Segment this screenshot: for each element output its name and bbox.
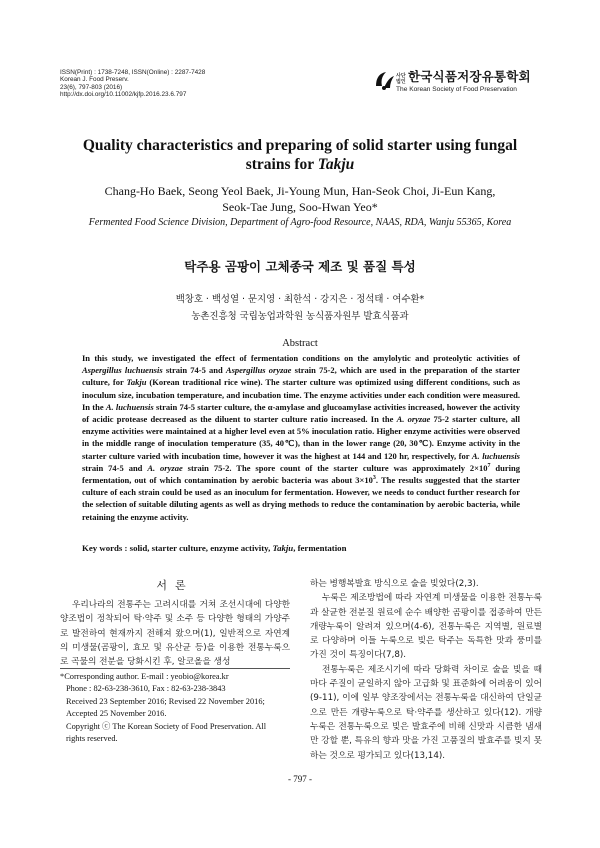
journal-meta (60, 69, 205, 98)
author-list (40, 183, 560, 215)
abstract-body: In this study, we investigated the effect of fermentation conditions on the amylolytic and proteolytic activities of Aspergillus luchuensis strain 74-5 and Aspergillus oryzae strain 75-2, which are used in the preparation of the starter culture, for Takju (Korean traditional rice wine). The starter culture was optimized using different conditions, such as inoculum size, incubation temperature, and incubation time. The enzyme activities under each condition were measured. In the A. luchuensis strain 74-5 starter culture, the α-amylase and glucoamylase activities increased, however the activity of acidic protease decreased as the diluent to starter culture ratio increased. In the A. oryzae 75-2 starter culture, all enzyme activities were maintained at a higher level even at 5% inoculation ratio. Higher enzyme activities were observed in the middle range of inoculation temperature (35, 40℃), than in the lower range (20, 30℃). Enzyme activity in the starter culture varied with incubation time, however it was the highest at 144 and 120 hr, respectively, for A. luchuensis strain 74-5 and A. oryzae strain 75-2. The spore count of the starter culture was approximately $2\times 10^7$ during fermentation, out of which contamination by aerobic bacteria was about $3\times 10^3$. The results suggested that the starter culture of each strain could be used as an inoculum for fermentation. However, we needs to conduct further research for the selection of suitable diluting agents as well as drying methods to reduce the contamination by aerobic bacteria, while retaining the enzyme activity. (82, 353, 520, 522)
title-line-2: strains for Takju (245, 156, 355, 173)
authors-line-1: Chang-Ho Baek, Seong Yeol Baek, Ji-Young Mun, Han-Seok Choi, Ji-Eun Kang, (104, 184, 496, 198)
copyright-line-2: rights reserved. (66, 734, 118, 744)
intro-paragraph-2: 누룩은 제조방법에 따라 자연계 미생물을 이용한 전통누룩과 살균한 전분질 원료에 순수 배양한 곰팡이를 접종하여 만든 개량누룩이 알려져 있으며(4-6), 전통누룩은 지역별, 원료별로 다양하며 이들 누룩으로 빚은 탁주는 독특한 맛과 풍미를 가진 것이 특징이다(7,8). (310, 593, 542, 661)
affiliation: Fermented Food Science Division, Department of Agro-food Resource, NAAS, RDA, Wanju 55365, Korea (88, 217, 512, 228)
korean-authors: 백창호 · 백성열 · 문지영 · 최한석 · 강지은 · 정석태 · 여수환* (175, 294, 425, 305)
paper-title (40, 136, 560, 174)
intro-paragraph-3: 전통누룩은 제조시기에 따라 당화력 차이로 술을 빚을 때 마다 주질이 균일하지 않아 고급화 및 표준화에 어려움이 있어(9-11), 이에 일부 양조장에서는 전통누룩을 대신하여 단일균으로 만든 개량누룩으로 탁·약주를 생산하고 있다(12). 개량누룩은 전통누룩으로 빚은 발효주에 비해 신맛과 시큼한 냄새만 강할 뿐, 특유의 향과 맛을 가진 고품질의 발효주를 빚지 못하는 것으로 평가되고 있다(13,14). (310, 664, 542, 761)
authors-line-2: Seok-Tae Jung, Soo-Hwan Yeo* (222, 200, 378, 214)
intro-paragraph-1-cont: 하는 병행복발효 방식으로 술을 빚었다(2,3). (310, 579, 479, 589)
footnote (60, 671, 292, 745)
volume-pages: 23(6), 797-803 (2016) (60, 83, 123, 91)
copyright-line-1: Copyright ⓒ The Korean Society of Food Preservation. All (66, 721, 267, 731)
corresponding-author: *Corresponding author. E-mail : yeobio@korea.kr (60, 672, 229, 681)
page-number: - 797 - (288, 774, 312, 784)
accepted-date: Accepted 25 November 2016. (66, 709, 167, 719)
received-date: Received 23 September 2016; Revised 22 November 2016; (66, 696, 265, 706)
logo-tag: 사단 법인 (396, 73, 406, 85)
society-emblem-icon (372, 68, 396, 92)
journal-name: Korean J. Food Preserv. (60, 76, 129, 84)
society-logo (372, 67, 531, 93)
intro-paragraph-1: 우리나라의 전통주는 고려시대를 거쳐 조선시대에 다양한 양조법이 정착되어 탁·약주 및 소주 등 다양한 형태의 가양주로 발전하여 현재까지 전해져 왔으며(1), 일반적으로 자연계의 미생물(곰팡이, 효모 및 유산균 등)을 이용한 전통누룩으로 곡물의 전분을 당화시킨 후, 알코올을 생성 (60, 600, 290, 668)
korean-title: 탁주용 곰팡이 고체종국 제조 및 품질 특성 (184, 259, 416, 274)
abstract-heading: Abstract (282, 338, 318, 349)
section-heading-introduction: 서론 (156, 579, 194, 592)
keywords: Key words : solid, starter culture, enzyme activity, Takju, fermentation (82, 543, 347, 553)
logo-korean-name: 한국식품저장유통학회 (408, 69, 531, 84)
korean-affiliation: 농촌진흥청 국립농업과학원 농식품자원부 발효식품과 (191, 311, 409, 322)
left-column-body (60, 598, 290, 669)
right-column-body (310, 577, 542, 763)
issn: ISSN(Print) : 1738-7248, ISSN(Online) : 2287-7428 (60, 69, 206, 76)
contact-phone: Phone : 82-63-238-3610, Fax : 82-63-238-3843 (66, 684, 226, 694)
footnote-divider (60, 668, 290, 669)
title-line-1: Quality characteristics and preparing of solid starter using fungal (82, 137, 518, 154)
doi[interactable]: http://dx.doi.org/10.11002/kjfp.2016.23.6.797 (60, 90, 187, 98)
logo-english-name: The Korean Society of Food Preservation (396, 86, 517, 93)
